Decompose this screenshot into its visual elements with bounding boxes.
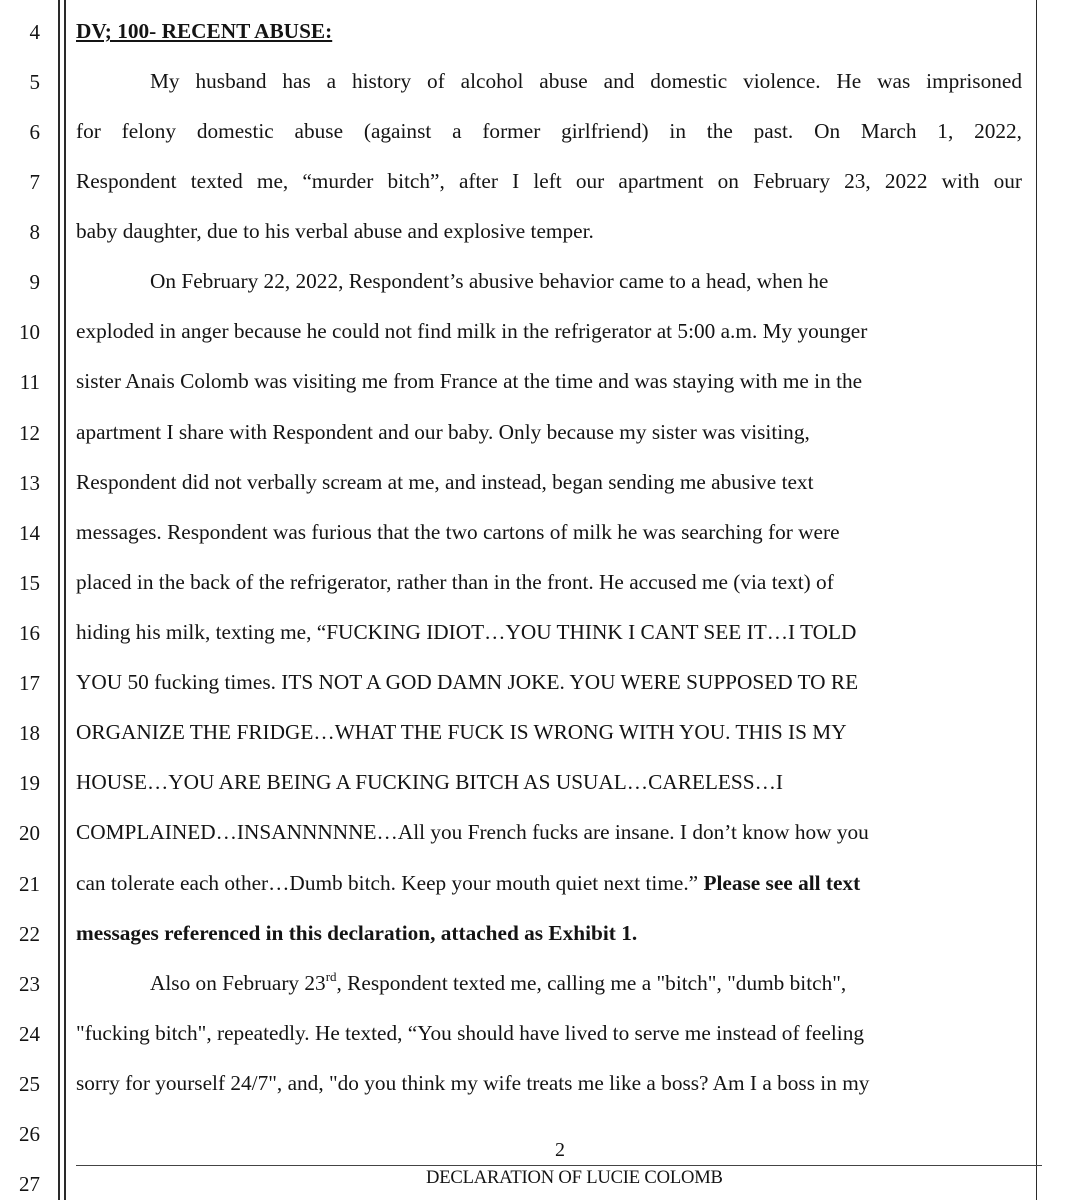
page-number: 2 <box>555 1139 565 1161</box>
left-margin-rule <box>58 0 60 1200</box>
text-line: for felony domestic abuse (against a former girlfriend) in the past. On March 1, 2022, <box>76 119 1022 143</box>
text-line-mixed <box>76 870 860 896</box>
line-number: 9 <box>29 270 40 294</box>
section-heading: DV; 100- RECENT ABUSE: <box>76 19 333 43</box>
text-line: Respondent texted me, “murder bitch”, after I left our apartment on February 23, 2022 with our <box>76 169 1022 193</box>
line-number: 20 <box>19 821 40 845</box>
quoted-text: can tolerate each other…Dumb bitch. Keep your mouth quiet next time.” <box>76 871 699 895</box>
text-line: placed in the back of the refrigerator, rather than in the front. He accused me (via text) of <box>76 570 834 594</box>
text-line: hiding his milk, texting me, “FUCKING IDIOT…YOU THINK I CANT SEE IT…I TOLD <box>76 620 857 644</box>
line-number: 10 <box>19 320 40 344</box>
text-line: sorry for yourself 24/7", and, "do you think my wife treats me like a boss? Am I a boss in my <box>76 1071 870 1095</box>
text-line: On February 22, 2022, Respondent’s abusive behavior came to a head, when he <box>150 269 829 293</box>
line-number: 24 <box>19 1022 40 1046</box>
line-number: 19 <box>19 771 40 795</box>
line-number: 7 <box>29 170 40 194</box>
text-run: Also on February 23 <box>150 971 326 995</box>
line-number: 8 <box>29 220 40 244</box>
text-line: messages. Respondent was furious that the two cartons of milk he was searching for were <box>76 520 840 544</box>
text-line: apartment I share with Respondent and our baby. Only because my sister was visiting, <box>76 420 810 444</box>
line-number: 27 <box>19 1172 40 1196</box>
right-margin-rule <box>1036 0 1037 1200</box>
line-number: 5 <box>29 70 40 94</box>
exhibit-reference-line: messages referenced in this declaration, attached as Exhibit 1. <box>76 921 638 945</box>
line-number: 13 <box>19 471 40 495</box>
text-line: sister Anais Colomb was visiting me from France at the time and was staying with me in the <box>76 369 863 393</box>
text-line: ORGANIZE THE FRIDGE…WHAT THE FUCK IS WRONG WITH YOU. THIS IS MY <box>76 720 847 744</box>
text-line: COMPLAINED…INSANNNNNE…All you French fucks are insane. I don’t know how you <box>76 820 869 844</box>
text-line: exploded in anger because he could not find milk in the refrigerator at 5:00 a.m. My younger <box>76 319 868 343</box>
line-number: 21 <box>19 872 40 896</box>
exhibit-reference: Please see all text <box>703 871 861 895</box>
line-number: 4 <box>29 20 40 44</box>
line-number: 6 <box>29 120 40 144</box>
line-number: 17 <box>19 671 40 695</box>
line-number: 26 <box>19 1122 40 1146</box>
line-number: 12 <box>19 421 40 445</box>
text-line: baby daughter, due to his verbal abuse and explosive temper. <box>76 219 594 243</box>
line-number: 11 <box>19 370 40 394</box>
line-number: 15 <box>19 571 40 595</box>
text-line: My husband has a history of alcohol abuse and domestic violence. He was imprisoned <box>150 69 1022 93</box>
text-line-mixed <box>150 970 846 996</box>
line-number: 25 <box>19 1072 40 1096</box>
text-line: "fucking bitch", repeatedly. He texted, “You should have lived to serve me instead of feeling <box>76 1021 864 1045</box>
line-number: 23 <box>19 972 40 996</box>
text-line: HOUSE…YOU ARE BEING A FUCKING BITCH AS USUAL…CARELESS…I <box>76 770 783 794</box>
left-margin-rule-inner <box>64 0 66 1200</box>
line-number: 18 <box>19 721 40 745</box>
text-run: , Respondent texted me, calling me a "bitch", "dumb bitch", <box>336 971 847 995</box>
line-number: 16 <box>19 621 40 645</box>
ordinal-suffix: rd <box>325 969 337 984</box>
footer-title: DECLARATION OF LUCIE COLOMB <box>426 1167 723 1188</box>
text-line: Respondent did not verbally scream at me, and instead, began sending me abusive text <box>76 470 814 494</box>
line-number: 22 <box>19 922 40 946</box>
text-line: YOU 50 fucking times. ITS NOT A GOD DAMN JOKE. YOU WERE SUPPOSED TO RE <box>76 670 859 694</box>
line-number: 14 <box>19 521 40 545</box>
